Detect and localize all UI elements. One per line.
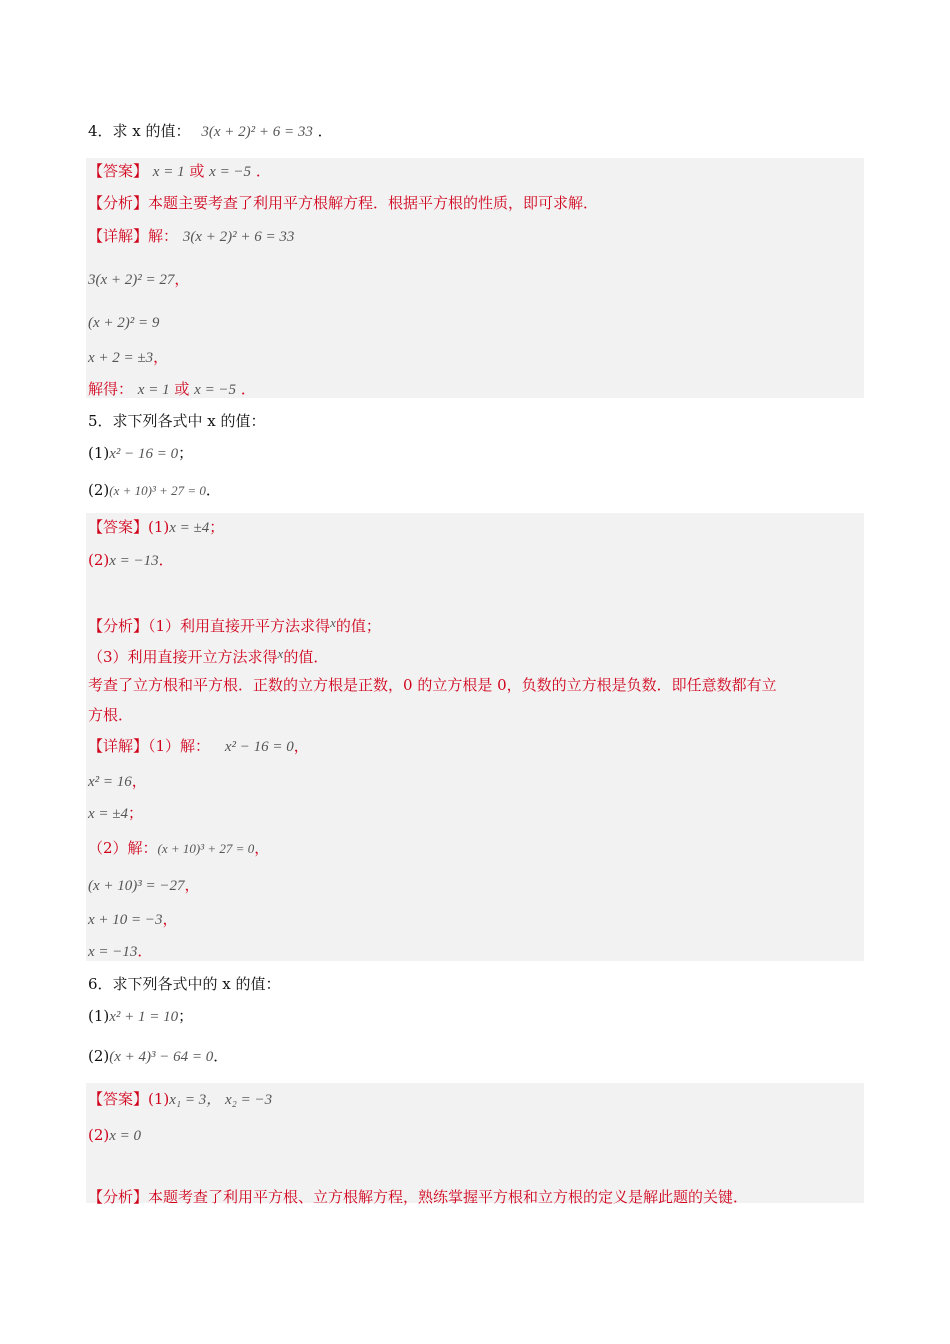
q4-step-3-punct: ， <box>153 348 169 366</box>
q5-stem-text: 5．求下列各式中 x 的值： <box>88 412 266 430</box>
q4-stem <box>88 120 333 143</box>
q5-detail-tag: 【详解】 <box>88 737 149 755</box>
q5-answer-1-punct: ； <box>209 518 225 536</box>
q6-part-1 <box>88 1005 193 1028</box>
q5-detail-1-step-2-eq: x = ±4 <box>88 806 129 822</box>
q4-analysis-text: 本题主要考查了利用平方根解方程．根据平方根的性质，即可求解． <box>148 194 599 212</box>
q5-detail-2-eq: (x + 10)³ + 27 = 0 <box>157 841 255 856</box>
q4-result-or: 或 <box>174 380 190 398</box>
q5-answer-2-label: (2) <box>88 551 110 569</box>
q4-analysis <box>88 192 598 214</box>
q6-part-1-label: (1) <box>88 1007 110 1025</box>
q6-answer-2 <box>88 1124 141 1147</box>
q5-detail-2-step-1-eq: (x + 10)³ = −27 <box>88 878 185 894</box>
q5-detail-2-step-1 <box>88 874 200 897</box>
q6-part-2 <box>88 1045 228 1068</box>
q5-answer-1-eq: x = ±4 <box>169 520 210 536</box>
q5-detail-2-step-3-eq: x = −13 <box>88 944 138 960</box>
q4-answer-or: 或 <box>189 162 205 180</box>
q5-part-1-eq: x² − 16 = 0 <box>109 446 179 462</box>
q5-detail-1-punct: ， <box>293 737 309 755</box>
q4-answer-tag: 【答案】 <box>88 162 149 180</box>
q6-part-2-eq: (x + 4)³ − 64 = 0 <box>109 1049 214 1065</box>
q6-analysis-text: 本题考查了利用平方根、立方根解方程，熟练掌握平方根和立方根的定义是解此题的关键． <box>148 1188 749 1206</box>
q4-answer-a: x = 1 <box>152 164 185 180</box>
q5-detail-2-step-3 <box>88 940 152 963</box>
q4-step-1 <box>88 268 189 291</box>
q5-detail-2-step-2-punct: ， <box>162 910 178 928</box>
q6-part-1-punct: ； <box>178 1007 194 1025</box>
q5-detail-1-step-1 <box>88 770 147 793</box>
q5-answer-1 <box>88 516 224 539</box>
q5-stem <box>88 410 266 432</box>
q4-analysis-tag: 【分析】 <box>88 194 149 212</box>
q5-analysis-2 <box>88 643 328 668</box>
q6-stem <box>88 973 281 995</box>
q5-detail-1-step-2 <box>88 802 143 825</box>
q4-detail-eq: 3(x + 2)² + 6 = 33 <box>182 229 295 245</box>
q5-detail-2 <box>88 837 269 860</box>
q5-detail-2-step-3-punct: ． <box>137 942 153 960</box>
q5-detail-2-lead: （2）解： <box>88 839 158 857</box>
q6-part-2-label: (2) <box>88 1047 110 1065</box>
q5-answer-2-eq: x = −13 <box>109 553 159 569</box>
q4-answer <box>88 160 271 183</box>
q5-part-2-eq: (x + 10)³ + 27 = 0 <box>109 483 206 498</box>
q5-analysis-1 <box>88 612 381 637</box>
q4-result-a: x = 1 <box>137 382 170 398</box>
q4-step-1-eq: 3(x + 2)² = 27 <box>88 272 175 288</box>
q4-step-3-eq: x + 2 = ±3 <box>88 350 154 366</box>
q5-part-1 <box>88 442 193 465</box>
q6-stem-text: 6．求下列各式中的 x 的值： <box>88 975 281 993</box>
q4-stem-text: 4．求 x 的值： <box>88 122 191 140</box>
q4-answer-b: x = −5 <box>209 164 252 180</box>
q4-result-b: x = −5 <box>194 382 237 398</box>
q4-equation: 3(x + 2)² + 6 = 33 <box>201 124 313 140</box>
q6-answer-1-eq: x₁ = 3， x₂ = −3 <box>169 1092 273 1108</box>
q5-detail-2-step-2 <box>88 908 178 931</box>
q6-answer-1-label: (1) <box>148 1090 170 1108</box>
q5-answer-2-punct: ． <box>158 551 174 569</box>
q5-detail-1-step-1-eq: x² = 16 <box>88 774 132 790</box>
q5-detail-1-lead: （1）解： <box>148 737 211 755</box>
q5-analysis-2-end: 的值． <box>283 648 329 666</box>
q4-result-end: ． <box>240 380 256 398</box>
q5-part-1-label: (1) <box>88 444 110 462</box>
q5-part-2-punct: ． <box>205 481 221 499</box>
q6-part-2-punct: ． <box>213 1047 229 1065</box>
q6-answer-tag: 【答案】 <box>88 1090 149 1108</box>
q6-analysis <box>88 1186 748 1208</box>
q6-part-1-eq: x² + 1 = 10 <box>109 1009 179 1025</box>
q5-part-2-label: (2) <box>88 481 110 499</box>
q5-detail-2-punct: ， <box>254 839 270 857</box>
q5-analysis-1-text: （1）利用直接开平方法求得 <box>148 617 331 635</box>
q5-detail-1-eq: x² − 16 = 0 <box>224 739 294 755</box>
q5-analysis-3 <box>88 674 777 696</box>
q5-analysis-1-end: 的值； <box>335 617 381 635</box>
q5-analysis-4-text: 方根． <box>88 706 134 724</box>
q5-detail-1-step-1-punct: ， <box>131 772 147 790</box>
q4-step-1-punct: ， <box>174 270 190 288</box>
q5-analysis-tag: 【分析】 <box>88 617 149 635</box>
q5-analysis-2-var: x <box>277 646 284 661</box>
q5-analysis-1-var: x <box>330 615 336 630</box>
q5-detail-2-step-1-punct: ， <box>184 876 200 894</box>
q5-detail-1-step-2-punct: ； <box>128 804 144 822</box>
q5-part-2 <box>88 479 221 502</box>
q5-answer-2 <box>88 549 174 572</box>
q5-analysis-2-text: （3）利用直接开立方法求得 <box>88 648 278 666</box>
q5-analysis-4 <box>88 704 133 726</box>
q5-analysis-3-text: 考查了立方根和平方根．正数的立方根是正数，0 的立方根是 0，负数的立方根是负数．即任意数都有立 <box>88 676 777 694</box>
q4-detail-lead: 解： <box>148 227 179 245</box>
q4-stem-end: ． <box>317 122 333 140</box>
q5-answer-tag: 【答案】 <box>88 518 149 536</box>
q4-detail-tag: 【详解】 <box>88 227 149 245</box>
q4-answer-end: ． <box>255 162 271 180</box>
q5-answer-1-label: (1) <box>148 518 170 536</box>
q5-detail-2-step-2-eq: x + 10 = −3 <box>88 912 163 928</box>
q4-step-2-eq: (x + 2)² = 9 <box>88 315 160 331</box>
q6-answer-2-label: (2) <box>88 1126 110 1144</box>
q4-step-3 <box>88 346 168 369</box>
q5-part-1-punct: ； <box>178 444 194 462</box>
q4-result-lead: 解得： <box>88 380 134 398</box>
q6-answer-1 <box>88 1088 272 1111</box>
q4-detail <box>88 225 294 248</box>
q5-detail-1 <box>88 735 309 758</box>
q6-analysis-tag: 【分析】 <box>88 1188 149 1206</box>
q4-result <box>88 378 256 401</box>
q4-step-2 <box>88 311 159 334</box>
q6-answer-2-eq: x = 0 <box>109 1128 142 1144</box>
